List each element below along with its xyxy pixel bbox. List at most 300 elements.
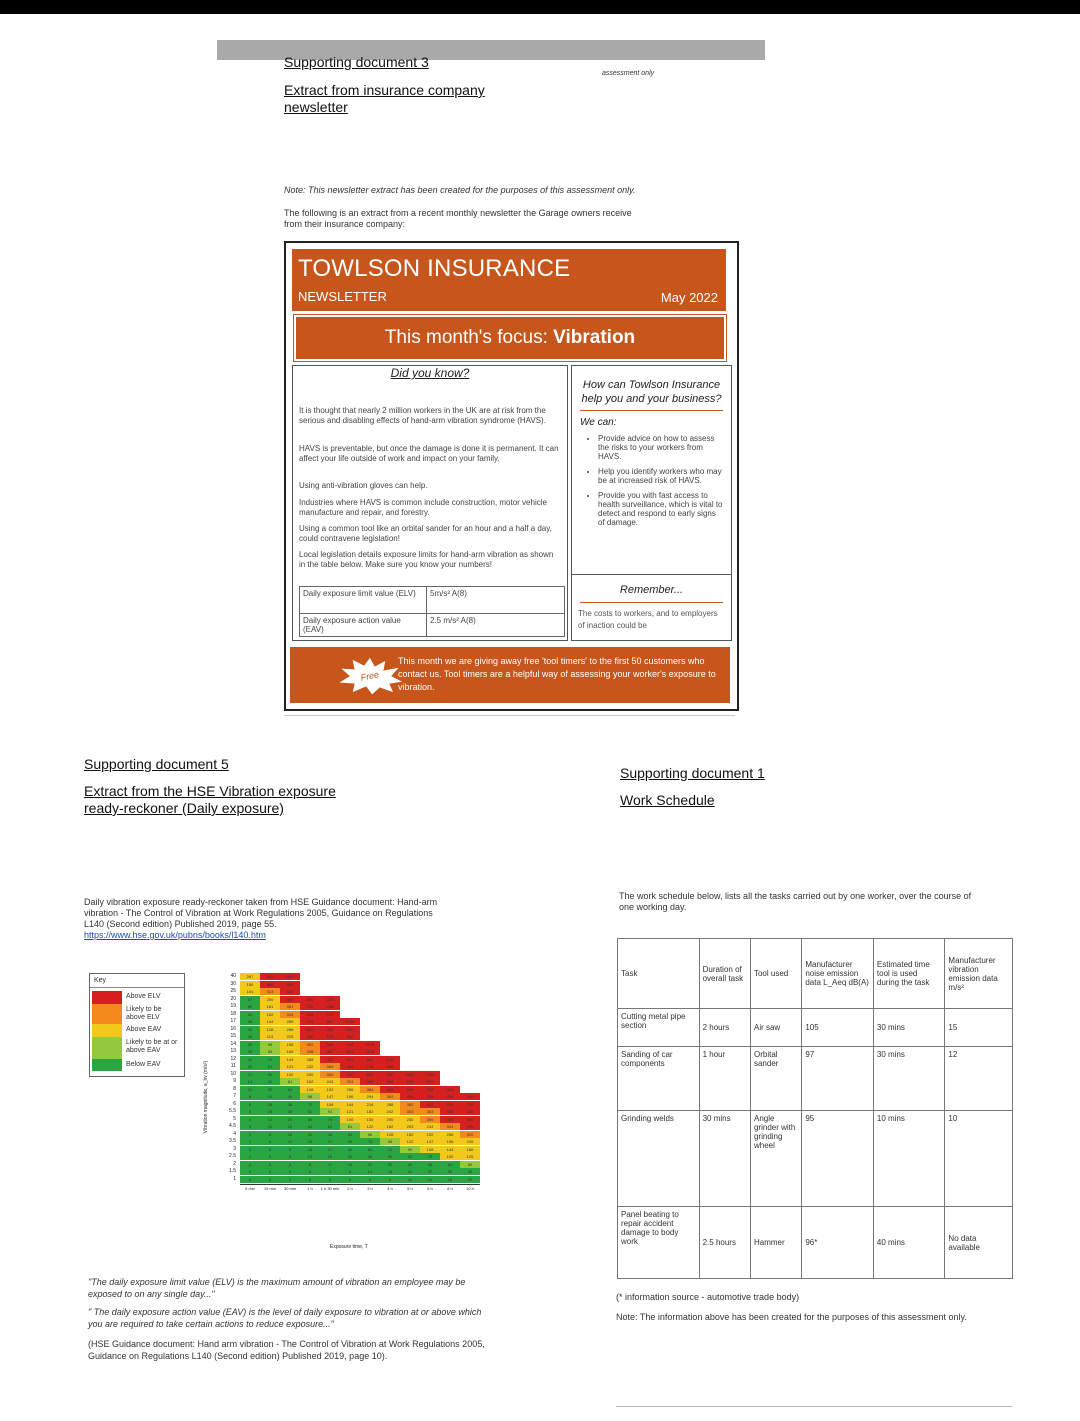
heatmap-cell: 98 [300, 1093, 320, 1100]
heatmap-cell: 150 [360, 1116, 380, 1123]
table-cell: 10 mins [873, 1111, 945, 1207]
doc5-subtitle-line2: ready-reckoner (Daily exposure) [84, 800, 284, 816]
heatmap-cell: 484 [440, 1108, 460, 1115]
heatmap-cell: 313 [260, 988, 280, 995]
heatmap-cell: 98 [380, 1138, 400, 1145]
heatmap-cell: 72 [260, 1056, 280, 1063]
doc3-intro-line2: from their insurance company: [284, 219, 406, 229]
y-tick-label: 40 [230, 973, 236, 979]
heatmap-cell: 20 [280, 1123, 300, 1130]
legend-label: Likely to be above ELV [126, 1006, 162, 1021]
heatmap-cell: 363 [420, 1108, 440, 1115]
heatmap-cell: 81 [340, 1123, 360, 1130]
heatmap-cell: 768 [420, 1086, 440, 1093]
heatmap-cell: 41 [260, 1078, 280, 1085]
x-tick-label: 1 h 30 min [320, 1186, 340, 1191]
heatmap-cell: 27 [420, 1168, 440, 1175]
heatmap-cell: 6 [260, 1138, 280, 1145]
heatmap-cell: 96 [360, 1131, 380, 1138]
doc3-title: Supporting document 3 [284, 54, 429, 70]
heatmap-cell: 104 [240, 988, 260, 995]
heatmap-cell: 2 [240, 1138, 260, 1145]
fact-paragraph: It is thought that nearly 2 million workers in the UK are at risk from the serious and disabling effects of hand-arm vibration syndrome (HAVS). [299, 406, 546, 425]
doc3-note: Note: This newsletter extract has been created for the purposes of this assessment only. [284, 185, 636, 195]
heatmap-cell: 125 [460, 1153, 480, 1160]
heatmap-cell: 256 [280, 1026, 300, 1033]
heatmap-cell: 85 [260, 1048, 280, 1055]
y-tick-label: 12 [230, 1055, 236, 1062]
fact-paragraph: HAVS is preventable, but once the damage is done it is permanent. It can affect your life outside of work and impact on your family. [299, 444, 559, 463]
heatmap-cell: 625 [280, 988, 300, 995]
focus-prefix: This month's focus: [384, 327, 548, 348]
heatmap-cell: 60 [240, 1003, 260, 1010]
work-schedule-table [617, 938, 1013, 1279]
table-row [300, 614, 565, 637]
exposure-limits-table [299, 586, 565, 637]
heatmap-cell: 2 [260, 1161, 280, 1168]
heatmap-cell: 512 [300, 1026, 320, 1033]
heatmap-cell: 1014 [360, 1048, 380, 1055]
heatmap-cell: 32 [380, 1161, 400, 1168]
heatmap-cell: 49 [280, 1093, 300, 1100]
table-cell: 15 [945, 1009, 1013, 1047]
heatmap-cell: 300 [320, 1071, 340, 1078]
heatmap-cell: 19 [320, 1153, 340, 1160]
heatmap-cell: 242 [300, 1063, 320, 1070]
header-cell: Estimated time tool is used during the task [873, 939, 945, 1009]
heatmap-cell: 24 [260, 1093, 280, 1100]
heatmap-cell: 15 [260, 1108, 280, 1115]
table-cell: 2 hours [699, 1009, 750, 1047]
heatmap-cell: 867 [320, 1018, 340, 1025]
hse-link[interactable]: https://www.hse.gov.uk/pubns/books/l140.htm [84, 930, 266, 940]
heatmap-cell: 250 [400, 1116, 420, 1123]
heatmap-cell: 810 [400, 1078, 420, 1085]
x-tick-label: 2 h [347, 1186, 353, 1191]
table-row [300, 587, 565, 614]
heatmap-cell: 7 [320, 1168, 340, 1175]
heatmap-cell: 90 [400, 1146, 420, 1153]
x-tick-label: 5 h [407, 1186, 413, 1191]
heatmap-cell: 8 [240, 1093, 260, 1100]
heatmap-cell: 10 [400, 1176, 420, 1183]
heatmap-cell: 122 [400, 1138, 420, 1145]
heatmap-cell: 196 [340, 1093, 360, 1100]
heatmap-cell: 588 [320, 1041, 340, 1048]
heatmap-cell: 30 [280, 1108, 300, 1115]
heatmap-cell: 432 [420, 1101, 440, 1108]
y-tick-label: 25 [230, 988, 236, 994]
table-cell: 96* [802, 1207, 874, 1279]
y-tick-label: 9 [233, 1078, 236, 1084]
table-row [618, 1047, 1013, 1111]
heatmap-cell: 80 [460, 1161, 480, 1168]
heatmap-cell: 484 [340, 1063, 360, 1070]
heatmap-cell: 75 [420, 1153, 440, 1160]
y-tick-label: 3 [233, 1145, 236, 1152]
heatmap-cell: 12 [420, 1176, 440, 1183]
y-tick-label: 11 [230, 1063, 236, 1069]
table-cell: Grinding welds [618, 1111, 700, 1207]
heatmap-cell: 588 [420, 1093, 440, 1100]
heatmap-cell: 10 [260, 1123, 280, 1130]
heatmap-cell: 72 [380, 1146, 400, 1153]
heatmap-cell: 203 [400, 1123, 420, 1130]
heatmap-cell: 216 [360, 1101, 380, 1108]
heatmap-cell: 5 [260, 1146, 280, 1153]
newsletter-subtitle: NEWSLETTER [298, 289, 387, 304]
heatmap-cell: 160 [400, 1131, 420, 1138]
heatmap-cell: 24 [240, 1056, 260, 1063]
heatmap-cell: 33 [240, 1041, 260, 1048]
x-tick-label: 30 min [283, 1186, 296, 1191]
heatmap-cell: 32 [300, 1131, 320, 1138]
x-tick-label: 1 h [307, 1186, 313, 1191]
heatmap-cell: 400 [340, 1071, 360, 1078]
heatmap-cell: 300 [420, 1116, 440, 1123]
heatmap-cell: 182 [360, 1108, 380, 1115]
doc1-title: Supporting document 1 [620, 765, 765, 781]
heatmap-cell: 1083 [320, 1003, 340, 1010]
fact-paragraph: Using a common tool like an orbital sander for an hour and a half a day, could contravene legislation! [299, 524, 552, 543]
heatmap-cell: 27 [320, 1146, 340, 1153]
heatmap-cell: 18 [380, 1168, 400, 1175]
y-tick-label: 2 [233, 1160, 236, 1167]
heatmap-cell: 392 [380, 1093, 400, 1100]
heatmap-cell: 490 [400, 1093, 420, 1100]
focus-banner [294, 315, 726, 361]
heatmap-cell: 100 [440, 1153, 460, 1160]
legend-title: Key [94, 977, 107, 984]
how-we-help-panel [571, 365, 732, 641]
heatmap-cell: 128 [380, 1131, 400, 1138]
heatmap-cell: 61 [320, 1123, 340, 1130]
table-cell: Hammer [750, 1207, 801, 1279]
heatmap-cell: 576 [340, 1056, 360, 1063]
header-cell: Tool used [750, 939, 801, 1009]
heatmap-cell: 5 [300, 1168, 320, 1175]
heatmap-cell: 289 [280, 1018, 300, 1025]
heatmap-cell: 6 [360, 1176, 380, 1183]
heatmap-cell: 192 [420, 1131, 440, 1138]
heatmap-cell: 1 [280, 1176, 300, 1183]
heatmap-cell: 320 [460, 1131, 480, 1138]
did-you-know-panel [292, 365, 568, 641]
hse-source: (HSE Guidance document: Hand arm vibration - The Control of Vibration at Work Regulations 2005, Guidance on Regulations L140 (Second edition) Published 2019, page 10). [88, 1339, 485, 1361]
heatmap-cell: 3 [260, 1153, 280, 1160]
table-header-row [618, 939, 1013, 1009]
legend-label: Above EAV [126, 1026, 162, 1033]
legend-swatch [92, 1059, 122, 1071]
heatmap-cell: 121 [280, 1063, 300, 1070]
doc5-subtitle-line1: Extract from the HSE Vibration exposure [84, 783, 336, 799]
header-cell: Manufacturer noise emission data L_Aeq dB(A) [802, 939, 874, 1009]
heatmap-cell: 64 [440, 1161, 460, 1168]
list-item: • Provide advice on how to assess the risks to your workers from HAVS. [598, 434, 723, 461]
heatmap-cell: 1156 [340, 1018, 360, 1025]
heatmap-cell: 18 [300, 1146, 320, 1153]
heatmap-cell: 38 [240, 1033, 260, 1040]
heatmap-cell: 1000 [400, 1071, 420, 1078]
heatmap-cell: 676 [340, 1048, 360, 1055]
heatmap-cell: 25 [340, 1153, 360, 1160]
heatmap-cell: 48 [420, 1161, 440, 1168]
heatmap-cell: 144 [280, 1056, 300, 1063]
list-item: • Provide you with fast access to health surveillance, which is vital to detect and respond to early signs of damage. [598, 491, 723, 527]
heatmap-cell: 45 [460, 1168, 480, 1175]
focus-topic: Vibration [553, 327, 636, 348]
heatmap-cell: 144 [440, 1146, 460, 1153]
heatmap-cell: 9 [280, 1146, 300, 1153]
doc5-intro-line2: vibration - The Control of Vibration at Work Regulations 2005, Guidance on Regulations [84, 908, 433, 918]
heatmap-cell: 40 [400, 1161, 420, 1168]
heatmap-cell: 800 [300, 996, 320, 1003]
table-cell: Air saw [750, 1009, 801, 1047]
y-tick-label: 18 [230, 1010, 236, 1017]
x-tick-label: 3 h [367, 1186, 373, 1191]
heatmap-cell: 294 [360, 1093, 380, 1100]
heatmap-cell: 24 [300, 1138, 320, 1145]
table-cell: 30 mins [873, 1047, 945, 1111]
heatmap-cell: 196 [440, 1138, 460, 1145]
heatmap-cell: 12 [280, 1138, 300, 1145]
legend-swatch [92, 991, 122, 1004]
list-item: • Help you identify workers who may be at increased risk of HAVS. [598, 467, 723, 485]
did-you-know-heading: Did you know? [390, 366, 470, 380]
heatmap-cell: 113 [260, 1033, 280, 1040]
heatmap-cell: 144 [340, 1101, 360, 1108]
heatmap-cell: 2 [280, 1168, 300, 1175]
y-tick-label: 15 [230, 1033, 236, 1039]
heatmap-cell: 200 [300, 1071, 320, 1078]
heatmap-cell: 400 [440, 1116, 460, 1123]
heatmap-cell: 968 [380, 1063, 400, 1070]
heatmap-cell: 162 [260, 1011, 280, 1018]
legend-label: Above ELV [126, 993, 161, 1000]
doc1-note: Note: The information above has been created for the purposes of this assessment only. [616, 1312, 967, 1322]
heatmap-cell: 256 [340, 1086, 360, 1093]
x-tick-label: 10 h [466, 1186, 474, 1191]
table-cell: 30 mins [699, 1111, 750, 1207]
heatmap-cell: 5 [240, 1108, 260, 1115]
heatmap-cell: 1176 [360, 1041, 380, 1048]
heatmap-cell: 75 [320, 1116, 340, 1123]
heatmap-cell: 48 [320, 1131, 340, 1138]
heatmap-cell: 3 [240, 1123, 260, 1130]
heatmap-cell: 225 [280, 1033, 300, 1040]
heatmap-cell: 63 [400, 1153, 420, 1160]
eav-quote: " The daily exposure action value (EAV) is the level of daily exposure to vibration at or above which you are required to take certain actions to reduce exposure..." [88, 1307, 482, 1329]
heatmap-cell: 11 [240, 1086, 260, 1093]
y-tick-label: 5.5 [229, 1108, 236, 1114]
heatmap-cell: 648 [380, 1078, 400, 1085]
heatmap-cell: 200 [260, 996, 280, 1003]
heatmap-cell: 256 [440, 1131, 460, 1138]
heatmap-cell: 600 [360, 1071, 380, 1078]
heatmap-cell: 4 [240, 1116, 260, 1123]
heatmap-cell: 18 [260, 1101, 280, 1108]
heatmap-cell: 360 [400, 1101, 420, 1108]
heatmap-cell: 1600 [280, 973, 300, 980]
heatmap-cell: 1152 [380, 1056, 400, 1063]
heatmap-cell: 361 [280, 1003, 300, 1010]
heatmap-cell: 38 [360, 1153, 380, 1160]
heatmap-cell: 22 [400, 1168, 420, 1175]
heatmap-cell: 20 [460, 1176, 480, 1183]
starburst-icon [334, 655, 406, 695]
x-tick-label: 15 min [263, 1186, 276, 1191]
heatmap-cell: 3 [320, 1176, 340, 1183]
heatmap-cell: 0 [240, 1176, 260, 1183]
y-tick-label: 17 [230, 1018, 236, 1024]
heatmap-cell: 972 [320, 1011, 340, 1018]
doc1-intro-line1: The work schedule below, lists all the tasks carried out by one worker, over the course of [619, 891, 972, 901]
heatmap-cell: 6 [280, 1153, 300, 1160]
heatmap-cell: 722 [300, 1003, 320, 1010]
heatmap-cell: 50 [300, 1116, 320, 1123]
heatmap-cell: 2 [300, 1176, 320, 1183]
table-cell: 1 hour [699, 1047, 750, 1111]
fact-paragraph: Industries where HAVS is common include construction, motor vehicle manufacture and repair, and forestry. [299, 498, 547, 517]
heatmap-cell: 128 [300, 1086, 320, 1093]
doc1-subtitle: Work Schedule [620, 792, 715, 808]
y-tick-label: 13 [230, 1048, 236, 1054]
table-cell: 40 mins [873, 1207, 945, 1279]
heatmap-cell: 192 [320, 1086, 340, 1093]
heatmap-cell: 36 [340, 1146, 360, 1153]
heatmap-cell: 8 [380, 1176, 400, 1183]
heatmap-cell: 122 [360, 1123, 380, 1130]
legend-swatch [92, 1037, 122, 1059]
table-cell: 30 mins [873, 1009, 945, 1047]
heatmap-cell: 0 [240, 1168, 260, 1175]
table-cell: 95 [802, 1111, 874, 1207]
table-cell: Orbital sander [750, 1047, 801, 1111]
y-tick-label: 5 [233, 1115, 236, 1122]
legend-label: Likely to be at or above EAV [126, 1039, 178, 1054]
heatmap-cell: 864 [360, 1056, 380, 1063]
heatmap-cell: 243 [320, 1078, 340, 1085]
heatmap-cell: 324 [280, 1011, 300, 1018]
heatmap-cell: 91 [320, 1108, 340, 1115]
heatmap-cell: 500 [460, 1116, 480, 1123]
heatmap-cell: 1200 [420, 1071, 440, 1078]
remember-heading: Remember... [619, 584, 684, 596]
table-cell: Cutting metal pipe section [618, 1009, 700, 1047]
heatmap-cell: 720 [460, 1101, 480, 1108]
table-row [618, 1009, 1013, 1047]
elv-quote: "The daily exposure limit value (ELV) is the maximum amount of vibration an employee may be exposed to on any single day..." [88, 1277, 466, 1299]
heatmap-cell: 267 [240, 973, 260, 980]
y-tick-label: 3.5 [229, 1138, 236, 1144]
heatmap-cell: 98 [260, 1041, 280, 1048]
y-tick-label: 7 [233, 1093, 236, 1099]
help-heading: How can Towlson Insurance help you and your business? [581, 379, 722, 405]
eav-value: 2.5 m/s² A(8) [427, 614, 565, 637]
x-tick-label: 6 h [427, 1186, 433, 1191]
elv-value: 5m/s² A(8) [427, 587, 565, 614]
heatmap-cell: 648 [300, 1011, 320, 1018]
heatmap-cell: 200 [380, 1116, 400, 1123]
table-cell: 12 [945, 1047, 1013, 1111]
heatmap-cell: 9 [340, 1168, 360, 1175]
table-cell: No data available [945, 1207, 1013, 1279]
heatmap-cell: 14 [240, 1078, 260, 1085]
heatmap-cell: 36 [280, 1101, 300, 1108]
heatmap-cell: 61 [300, 1108, 320, 1115]
heatmap-cell: 20 [240, 1063, 260, 1070]
heatmap-cell: 324 [340, 1078, 360, 1085]
heatmap-cell: 640 [400, 1086, 420, 1093]
heatmap-cell: 147 [420, 1138, 440, 1145]
table-cell: Sanding of car components [618, 1047, 700, 1111]
newsletter-header [292, 249, 726, 311]
y-tick-label: 4 [233, 1130, 236, 1137]
heatmap-cell: 61 [260, 1063, 280, 1070]
legend-swatch [92, 1024, 122, 1037]
offer-banner [290, 647, 730, 703]
heatmap-cell: 243 [420, 1123, 440, 1130]
heatmap-cell: 147 [320, 1093, 340, 1100]
heatmap-cell: 245 [460, 1138, 480, 1145]
heatmap-cell: 73 [360, 1138, 380, 1145]
heatmap-cell: 1 [260, 1168, 280, 1175]
heatmap-cell: 150 [240, 981, 260, 988]
eav-label: Daily exposure action value (EAV) [300, 614, 427, 637]
heatmap-cell: 6 [240, 1101, 260, 1108]
y-tick-label: 10 [230, 1070, 236, 1077]
heatmap-cell: 169 [280, 1048, 300, 1055]
doc3-intro-line1: The following is an extract from a recent monthly newsletter the Garage owners receive [284, 208, 632, 218]
heatmap-cell: 303 [400, 1108, 420, 1115]
heatmap-cell: 392 [300, 1041, 320, 1048]
table-row [618, 1207, 1013, 1279]
heatmap-cell: 726 [360, 1063, 380, 1070]
heatmap-cell: 16 [340, 1161, 360, 1168]
doc5-intro-line3: L140 (Second edition) Published 2019, page 55. [84, 919, 277, 929]
doc5-intro-line1: Daily vibration exposure ready-reckoner taken from HSE Guidance document: Hand-arm [84, 897, 438, 907]
heatmap-cell: 486 [360, 1078, 380, 1085]
heatmap-cell: 980 [460, 1093, 480, 1100]
y-tick-label: 8 [233, 1085, 236, 1092]
heatmap-cell: 384 [360, 1086, 380, 1093]
newsletter [284, 241, 739, 711]
doc1-intro-line2: one working day. [619, 902, 687, 912]
elv-label: Daily exposure limit value (ELV) [300, 587, 427, 614]
heatmap-cell: 121 [340, 1108, 360, 1115]
heatmap-cell: 512 [380, 1086, 400, 1093]
heatmap-cell: 432 [320, 1056, 340, 1063]
doc3-subtitle-line1: Extract from insurance company [284, 82, 485, 98]
heatmap-cell: 507 [320, 1048, 340, 1055]
heatmap-cell: 784 [340, 1041, 360, 1048]
legend-swatch [92, 1004, 122, 1024]
x-axis-line [240, 1184, 480, 1185]
we-can-label: We can: [580, 417, 617, 428]
heatmap-cell: 36 [440, 1168, 460, 1175]
fact-paragraph: Using anti-vibration gloves can help. [299, 481, 428, 490]
heatmap-cell: 900 [280, 981, 300, 988]
y-tick-label: 14 [230, 1040, 236, 1047]
heatmap-cell: 1024 [340, 1026, 360, 1033]
heatmap-cell: 81 [280, 1078, 300, 1085]
newsletter-date: May 2022 [660, 290, 718, 305]
heatmap-cell: 49 [340, 1138, 360, 1145]
heatmap-cell: 450 [260, 981, 280, 988]
header-cell: Manufacturer vibration emission data m/s² [945, 939, 1013, 1009]
heatmap-cell: 400 [280, 996, 300, 1003]
heatmap-cell: 3 [240, 1131, 260, 1138]
